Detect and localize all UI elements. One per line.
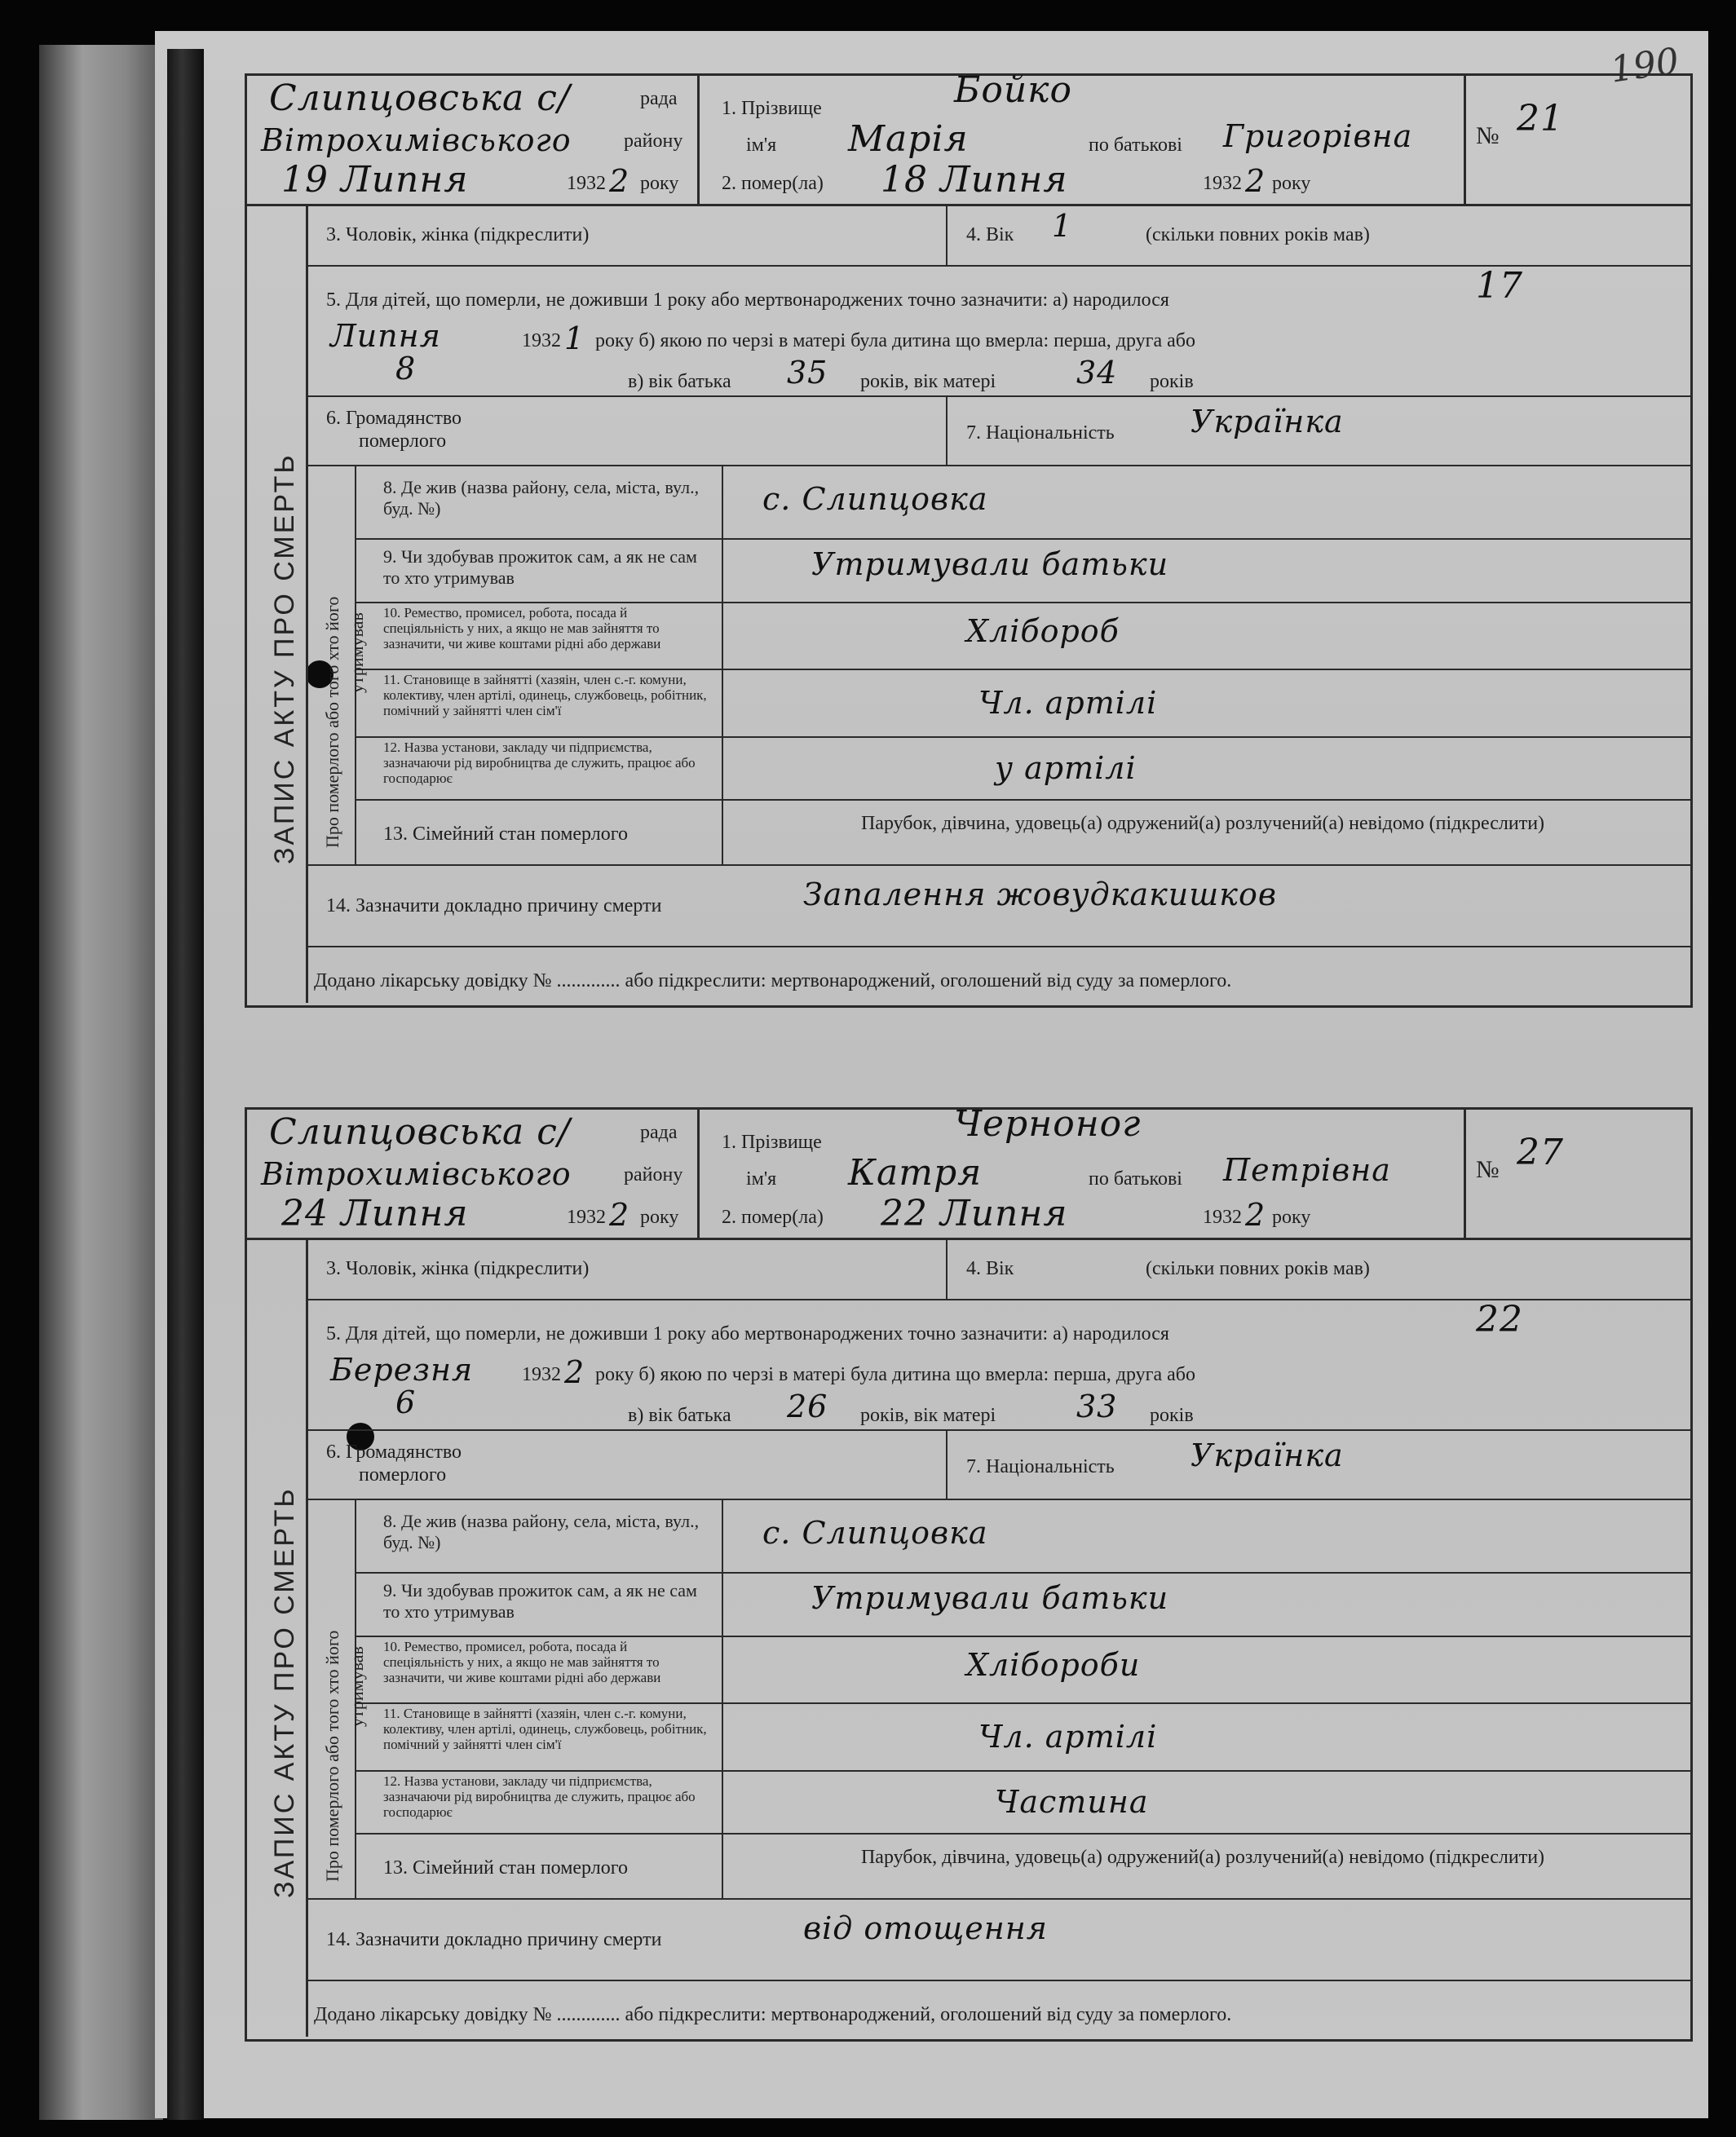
label-q12: 12. Назва установи, закладу чи підприємства, зазначаючи рід виробництва де служить, працює або господарює [383, 740, 696, 786]
divider [306, 1238, 308, 2037]
divider [355, 1833, 1692, 1835]
divider [722, 465, 723, 864]
label-q8: 8. Де жив (назва району, села, міста, вул., буд. №) [383, 1511, 700, 1552]
label-number: № [1476, 122, 1500, 149]
hw-mother-age: 34 [1076, 355, 1118, 391]
label-name: ім'я [746, 1168, 777, 1190]
side-subtitle: Про померлого або того хто його [322, 1630, 342, 1882]
divider [355, 538, 1692, 540]
label-surname: 1. Прізвище [722, 1132, 822, 1153]
divider [946, 395, 948, 465]
hw-reg-date: 24 Липня [281, 1193, 469, 1234]
label-q10: 10. Ремество, промисел, робота, посада й спеціяльність у них, а якщо не мав зайняття то зазначити, чи живе коштами рідні або держави [383, 605, 661, 651]
hw-name: Катря [848, 1152, 983, 1194]
label-age: 4. Вік [966, 1258, 1014, 1279]
divider [355, 799, 1692, 801]
label-sex: 3. Чоловік, жінка (підкреслити) [326, 224, 590, 245]
hw-died: 18 Липня [881, 159, 1068, 201]
label-q14: 14. Зазначити докладно причину смерти [326, 1929, 662, 1950]
divider [245, 1238, 1693, 1240]
divider [355, 1636, 1692, 1637]
divider [355, 736, 1692, 738]
label-year: 1932 [522, 330, 561, 351]
label-patronymic: по батькові [1089, 135, 1182, 156]
hw-year-digit: 2 [609, 1197, 630, 1233]
divider [697, 73, 700, 204]
divider [306, 1499, 1692, 1500]
hw-patronymic: Григорівна [1223, 118, 1413, 154]
label-surname: 1. Прізвище [722, 98, 822, 119]
hw-support: Утримували батьки [811, 546, 1169, 582]
divider [306, 1429, 1692, 1431]
label-q13-options: Парубок, дівчина, удовець(а) одружений(а) розлучений(а) невідомо (підкреслити) [860, 1847, 1545, 1868]
hw-name: Марія [848, 118, 969, 160]
label-q13-options: Парубок, дівчина, удовець(а) одружений(а) розлучений(а) невідомо (підкреслити) [860, 813, 1545, 834]
label-q9: 9. Чи здобував прожиток сам, а як не сам то хто утримував [383, 546, 697, 588]
label-q8: 8. Де жив (назва району, села, міста, вул., буд. №) [383, 477, 700, 519]
label-footer: Додано лікарську довідку № ............. або підкреслити: мертвонароджений, оголошений від суду за померлого. [314, 2004, 1232, 2025]
hw-born-day: 17 [1476, 265, 1523, 307]
label-rada: рада [640, 88, 678, 109]
label-years: років [1150, 1405, 1194, 1426]
label-citizenship: 6. Громадянство [326, 408, 462, 429]
hw-father-age: 26 [787, 1389, 828, 1424]
hw-surname: Черноног [954, 1103, 1142, 1145]
label-year: 1932 [567, 1207, 606, 1228]
label-children-b: року б) якою по черзі в матері була дитина що вмерла: перша, друга або [595, 330, 1195, 351]
label-patronymic: по батькові [1089, 1168, 1182, 1190]
divider [306, 1898, 1692, 1900]
divider [306, 465, 1692, 466]
label-year: 1932 [522, 1364, 561, 1385]
hw-year-died-digit: 2 [1245, 163, 1266, 199]
label-q11: 11. Становище в зайнятті (хазяін, член с.-г. комуни, колективу, член артілі, одинець, службовець, робітник, помічний у зайнятті член сім'ї [383, 1706, 707, 1752]
label-citizenship2: померлого [359, 430, 447, 452]
divider [355, 602, 1692, 603]
hw-born-year-digit: 2 [564, 1354, 585, 1390]
side-title: ЗАПИС АКТУ ПРО СМЕРТЬ [269, 453, 300, 864]
divider [306, 1980, 1692, 1981]
label-years-mother: років, вік матері [860, 1405, 996, 1426]
hw-died: 22 Липня [881, 1193, 1068, 1234]
side-subtitle: утримував [347, 612, 367, 693]
hw-raion: Вітрохимівського [261, 1156, 572, 1192]
label-name: ім'я [746, 135, 777, 156]
hw-born-month: Липня [330, 318, 441, 354]
hw-born-day: 22 [1476, 1299, 1523, 1340]
label-year: 1932 [1203, 1207, 1242, 1228]
record-frame [245, 1107, 1693, 2042]
label-age-suffix: (скільки повних років мав) [1146, 224, 1370, 245]
side-title: ЗАПИС АКТУ ПРО СМЕРТЬ [269, 1486, 300, 1898]
divider [306, 395, 1692, 397]
label-nationality: 7. Національність [966, 1456, 1115, 1477]
death-record [0, 1034, 1736, 2094]
label-age-suffix: (скільки повних років мав) [1146, 1258, 1370, 1279]
label-raionu: району [624, 1164, 683, 1186]
side-subtitle: Про померлого або того хто його [322, 596, 342, 848]
label-roku: року [1272, 1207, 1311, 1228]
divider [306, 946, 1692, 947]
hw-residence: с. Слипцовка [762, 481, 988, 517]
divider [697, 1107, 700, 1238]
hw-year-digit: 2 [609, 163, 630, 199]
hw-support: Утримували батьки [811, 1580, 1169, 1616]
label-q10: 10. Ремество, промисел, робота, посада й спеціяльність у них, а якщо не мав зайняття то зазначити, чи живе коштами рідні або держави [383, 1639, 661, 1685]
hw-residence: с. Слипцовка [762, 1515, 988, 1551]
label-died: 2. помер(ла) [722, 1207, 824, 1228]
label-age: 4. Вік [966, 224, 1014, 245]
hw-cause: від отощення [803, 1910, 1048, 1946]
label-rada: рада [640, 1122, 678, 1143]
label-roku: року [640, 1207, 679, 1228]
divider [355, 669, 1692, 670]
label-citizenship: 6. Громадянство [326, 1442, 462, 1463]
hw-born-year-digit: 1 [564, 320, 585, 356]
label-q13: 13. Сімейний стан померлого [383, 823, 628, 845]
label-q9: 9. Чи здобував прожиток сам, а як не сам то хто утримував [383, 1580, 697, 1622]
record-frame [245, 73, 1693, 1008]
label-years-mother: років, вік матері [860, 371, 996, 392]
label-nationality: 7. Національність [966, 422, 1115, 444]
label-roku: року [1272, 173, 1311, 194]
hw-birth-order: 8 [395, 351, 417, 386]
hw-rada: Слипцовська с/ [269, 1111, 571, 1153]
hw-born-month: Березня [330, 1352, 474, 1388]
label-number: № [1476, 1156, 1500, 1183]
side-subtitle: утримував [347, 1646, 367, 1727]
hw-institution: у артілі [995, 750, 1137, 786]
divider [355, 1770, 1692, 1772]
divider [306, 864, 1692, 866]
label-roku: року [640, 173, 679, 194]
hw-position: Чл. артілі [978, 685, 1158, 721]
hw-surname: Бойко [954, 69, 1072, 111]
label-children-b: року б) якою по черзі в матері була дитина що вмерла: перша, друга або [595, 1364, 1195, 1385]
hw-position: Чл. артілі [978, 1719, 1158, 1755]
hw-year-died-digit: 2 [1245, 1197, 1266, 1233]
divider [1464, 73, 1466, 204]
hw-mother-age: 33 [1076, 1389, 1118, 1424]
hw-reg-date: 19 Липня [281, 159, 469, 201]
archive-page-number: 190 [1607, 40, 1682, 91]
divider [946, 1238, 948, 1299]
hw-occupation: Хлібороб [966, 613, 1120, 649]
hw-age: 1 [1052, 208, 1073, 244]
divider [245, 204, 1693, 206]
divider [306, 204, 308, 1003]
hw-nationality: Українка [1190, 1437, 1344, 1473]
hw-cause: Запалення жовудкакишков [803, 876, 1277, 912]
label-q14: 14. Зазначити докладно причину смерти [326, 895, 662, 916]
divider [946, 204, 948, 265]
divider [722, 1499, 723, 1898]
label-q12: 12. Назва установи, закладу чи підприємства, зазначаючи рід виробництва де служить, працює або господарює [383, 1773, 696, 1820]
hw-institution: Частина [995, 1784, 1149, 1820]
hw-nationality: Українка [1190, 404, 1344, 439]
death-record [0, 0, 1736, 1060]
label-years: років [1150, 371, 1194, 392]
label-sex: 3. Чоловік, жінка (підкреслити) [326, 1258, 590, 1279]
hw-number: 27 [1517, 1132, 1564, 1173]
label-year: 1932 [1203, 173, 1242, 194]
label-year: 1932 [567, 173, 606, 194]
hw-birth-order: 6 [395, 1384, 417, 1420]
label-children-intro: 5. Для дітей, що померли, не доживши 1 року або мертвонароджених точно зазначити: а) народилося [326, 1323, 1169, 1344]
label-raionu: району [624, 130, 683, 152]
hw-rada: Слипцовська с/ [269, 77, 571, 119]
label-q11: 11. Становище в зайнятті (хазяін, член с.-г. комуни, колективу, член артілі, одинець, службовець, робітник, помічний у зайнятті член сім'ї [383, 672, 707, 718]
hw-patronymic: Петрівна [1223, 1152, 1391, 1188]
label-children-v: в) вік батька [628, 371, 731, 392]
label-children-v: в) вік батька [628, 1405, 731, 1426]
divider [946, 1429, 948, 1499]
label-children-intro: 5. Для дітей, що померли, не доживши 1 року або мертвонароджених точно зазначити: а) народилося [326, 289, 1169, 311]
hw-raion: Вітрохимівського [261, 122, 572, 158]
label-footer: Додано лікарську довідку № ............. або підкреслити: мертвонароджений, оголошений від суду за померлого. [314, 970, 1232, 991]
divider [355, 1702, 1692, 1704]
divider [1464, 1107, 1466, 1238]
hw-number: 21 [1517, 98, 1564, 139]
label-died: 2. помер(ла) [722, 173, 824, 194]
label-citizenship2: померлого [359, 1464, 447, 1486]
label-q13: 13. Сімейний стан померлого [383, 1857, 628, 1879]
hw-occupation: Хлібороби [966, 1647, 1141, 1683]
divider [355, 1572, 1692, 1574]
hw-father-age: 35 [787, 355, 828, 391]
